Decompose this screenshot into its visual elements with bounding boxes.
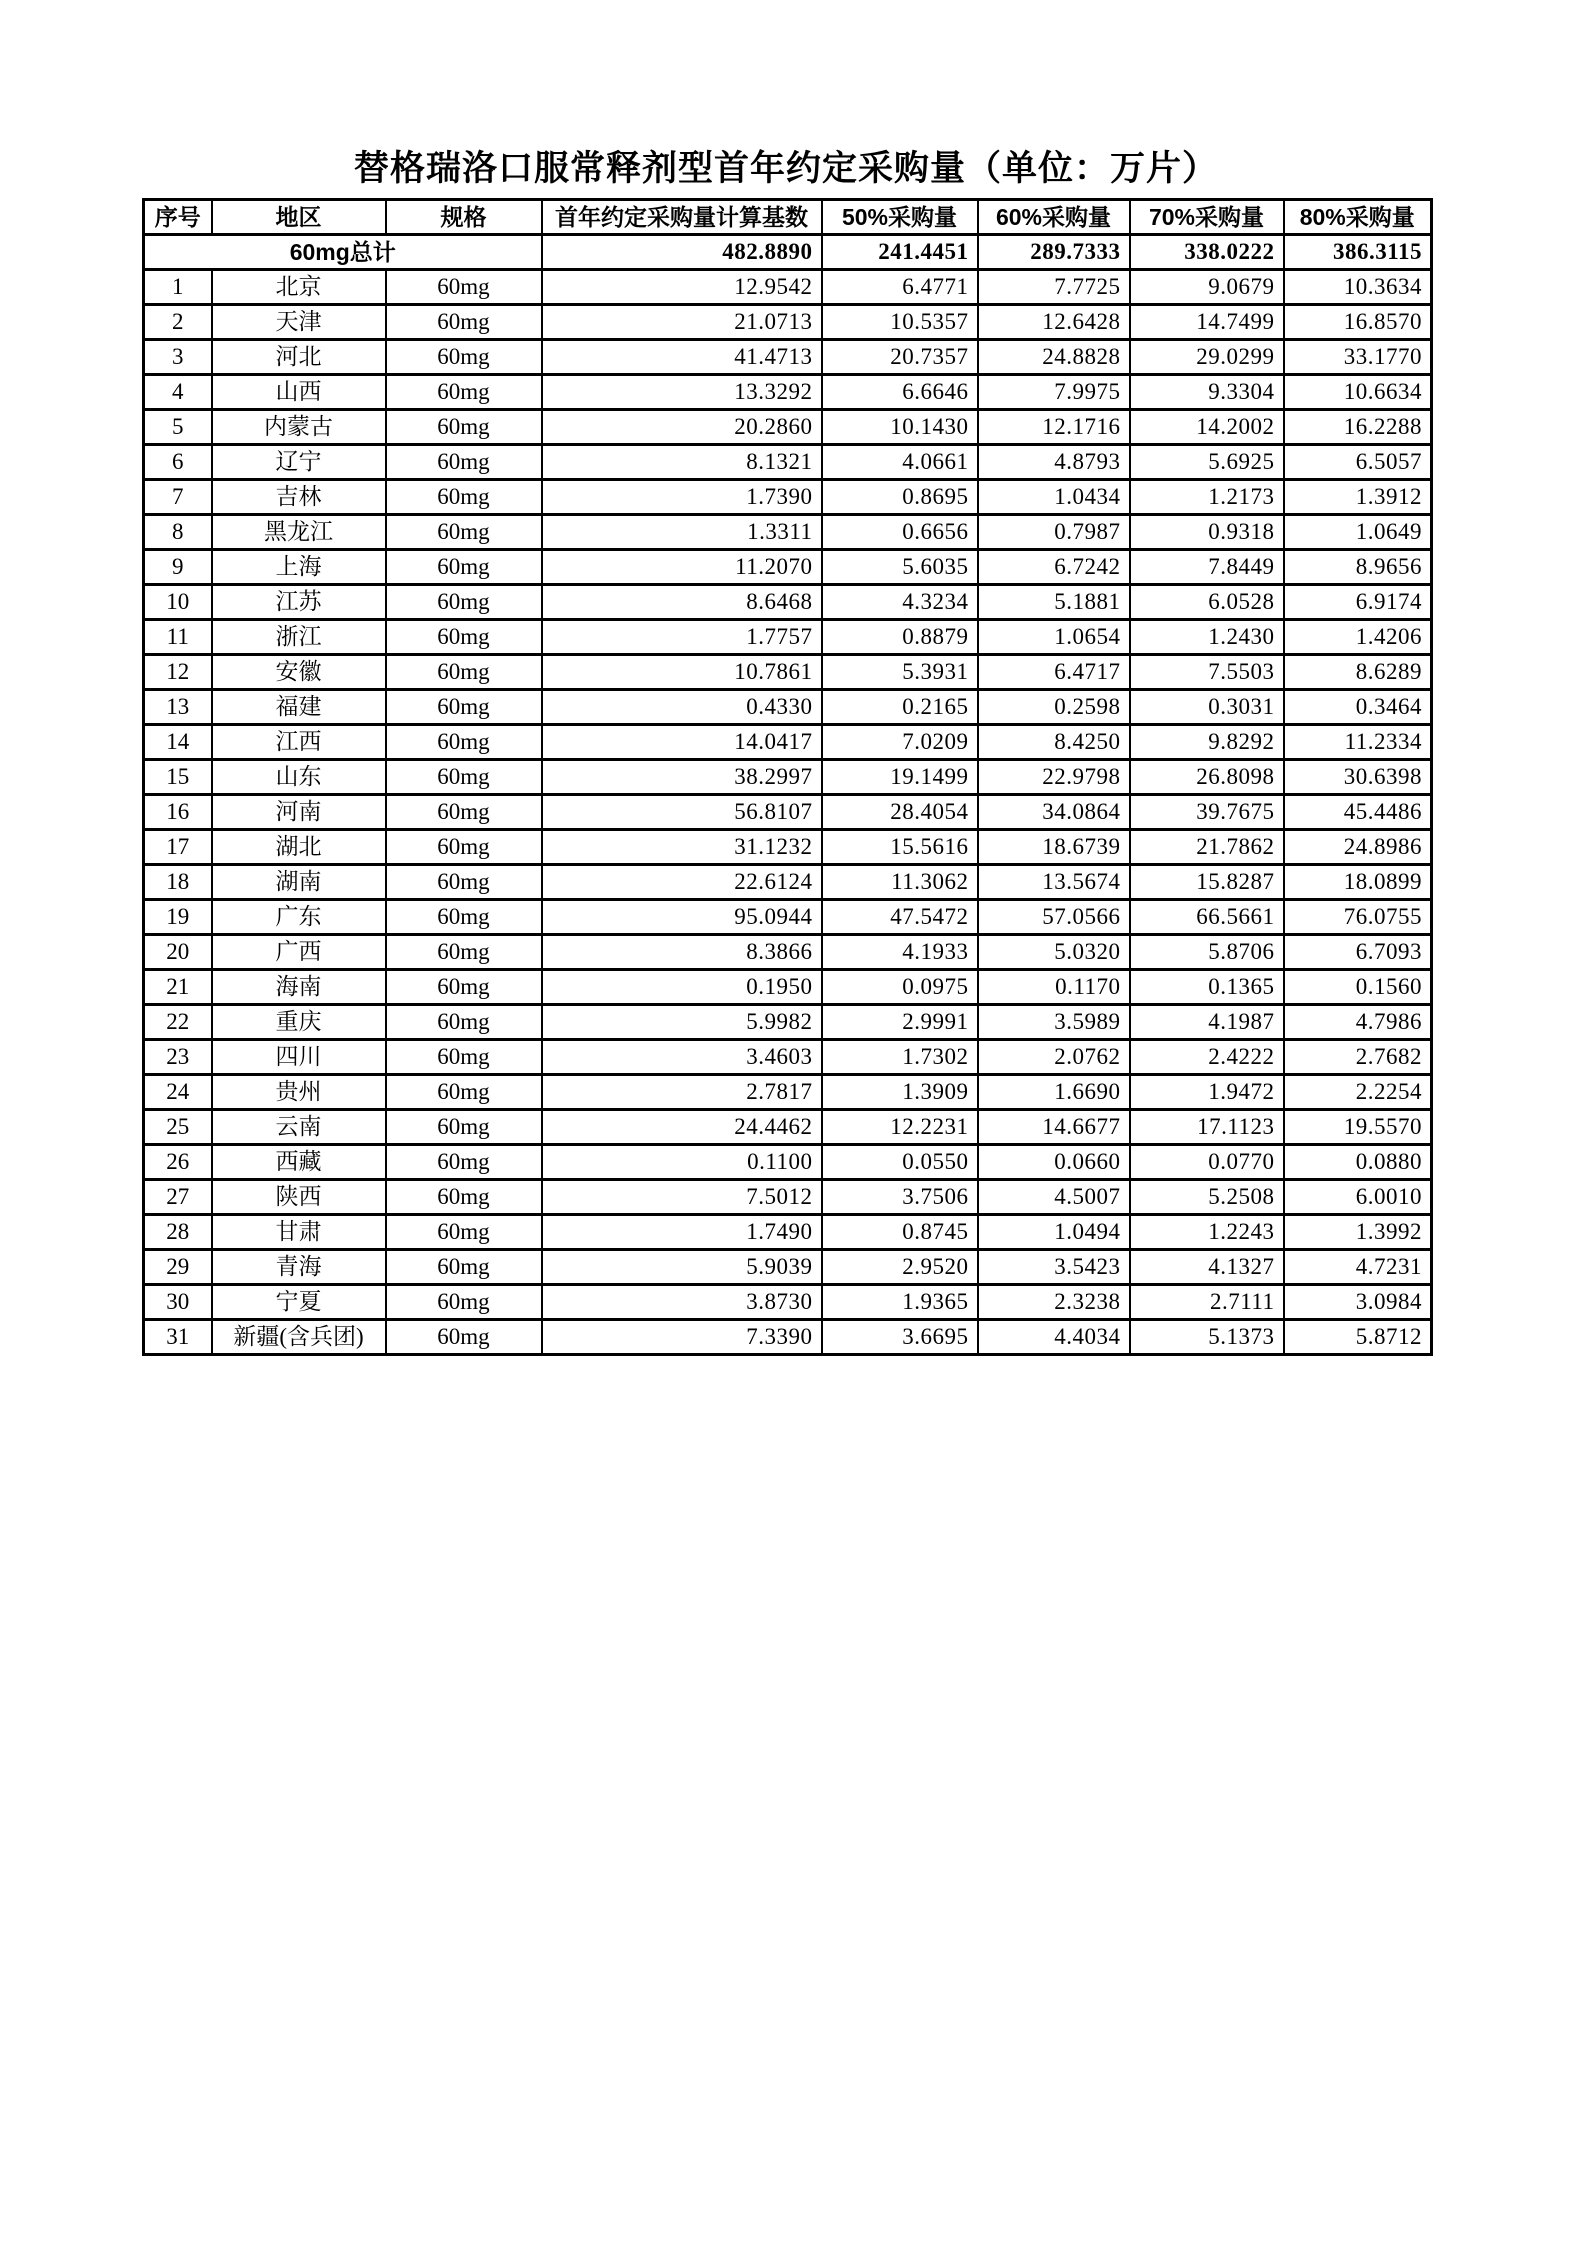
pct80-cell: 8.6289 — [1284, 655, 1432, 690]
pct60-cell: 57.0566 — [978, 900, 1130, 935]
pct50-cell: 1.7302 — [822, 1040, 978, 1075]
region-cell: 山西 — [212, 375, 386, 410]
row-number-cell: 15 — [144, 760, 212, 795]
row-number-cell: 20 — [144, 935, 212, 970]
pct50-cell: 0.2165 — [822, 690, 978, 725]
region-cell: 四川 — [212, 1040, 386, 1075]
row-number-cell: 23 — [144, 1040, 212, 1075]
spec-cell: 60mg — [386, 1145, 542, 1180]
pct60-cell: 8.4250 — [978, 725, 1130, 760]
pct80-cell: 10.6634 — [1284, 375, 1432, 410]
pct50-cell: 10.5357 — [822, 305, 978, 340]
pct70-cell: 0.0770 — [1130, 1145, 1284, 1180]
summary-60pct-cell: 289.7333 — [978, 235, 1130, 270]
pct60-cell: 2.3238 — [978, 1285, 1130, 1320]
pct60-cell: 12.6428 — [978, 305, 1130, 340]
base-quantity-cell: 3.8730 — [542, 1285, 822, 1320]
row-number-cell: 17 — [144, 830, 212, 865]
column-header-spec: 规格 — [386, 200, 542, 235]
pct60-cell: 6.7242 — [978, 550, 1130, 585]
table-row — [144, 305, 1432, 340]
spec-cell: 60mg — [386, 1040, 542, 1075]
pct60-cell: 0.2598 — [978, 690, 1130, 725]
row-number-cell: 10 — [144, 585, 212, 620]
region-cell: 青海 — [212, 1250, 386, 1285]
spec-cell: 60mg — [386, 375, 542, 410]
base-quantity-cell: 2.7817 — [542, 1075, 822, 1110]
region-cell: 辽宁 — [212, 445, 386, 480]
row-number-cell: 11 — [144, 620, 212, 655]
spec-cell: 60mg — [386, 1110, 542, 1145]
pct50-cell: 5.6035 — [822, 550, 978, 585]
spec-cell: 60mg — [386, 900, 542, 935]
pct70-cell: 0.9318 — [1130, 515, 1284, 550]
pct70-cell: 7.8449 — [1130, 550, 1284, 585]
pct50-cell: 5.3931 — [822, 655, 978, 690]
summary-80pct-cell: 386.3115 — [1284, 235, 1432, 270]
base-quantity-cell: 0.4330 — [542, 690, 822, 725]
pct70-cell: 1.2243 — [1130, 1215, 1284, 1250]
spec-cell: 60mg — [386, 1215, 542, 1250]
row-number-cell: 31 — [144, 1320, 212, 1355]
pct60-cell: 4.8793 — [978, 445, 1130, 480]
base-quantity-cell: 95.0944 — [542, 900, 822, 935]
pct60-cell: 4.5007 — [978, 1180, 1130, 1215]
pct60-cell: 24.8828 — [978, 340, 1130, 375]
pct80-cell: 1.4206 — [1284, 620, 1432, 655]
pct80-cell: 0.3464 — [1284, 690, 1432, 725]
pct70-cell: 17.1123 — [1130, 1110, 1284, 1145]
pct80-cell: 11.2334 — [1284, 725, 1432, 760]
table-row — [144, 340, 1432, 375]
pct80-cell: 76.0755 — [1284, 900, 1432, 935]
pct50-cell: 47.5472 — [822, 900, 978, 935]
table-row — [144, 795, 1432, 830]
table-body — [144, 270, 1432, 1355]
pct70-cell: 39.7675 — [1130, 795, 1284, 830]
table-row — [144, 970, 1432, 1005]
table-row — [144, 760, 1432, 795]
pct60-cell: 6.4717 — [978, 655, 1130, 690]
pct60-cell: 7.9975 — [978, 375, 1130, 410]
summary-70pct-cell: 338.0222 — [1130, 235, 1284, 270]
table-row — [144, 620, 1432, 655]
table-row — [144, 515, 1432, 550]
pct80-cell: 16.2288 — [1284, 410, 1432, 445]
pct80-cell: 0.0880 — [1284, 1145, 1432, 1180]
pct80-cell: 4.7986 — [1284, 1005, 1432, 1040]
spec-cell: 60mg — [386, 830, 542, 865]
base-quantity-cell: 1.7757 — [542, 620, 822, 655]
pct70-cell: 5.1373 — [1130, 1320, 1284, 1355]
region-cell: 内蒙古 — [212, 410, 386, 445]
pct60-cell: 34.0864 — [978, 795, 1130, 830]
base-quantity-cell: 12.9542 — [542, 270, 822, 305]
row-number-cell: 18 — [144, 865, 212, 900]
region-cell: 海南 — [212, 970, 386, 1005]
pct80-cell: 33.1770 — [1284, 340, 1432, 375]
pct50-cell: 12.2231 — [822, 1110, 978, 1145]
region-cell: 贵州 — [212, 1075, 386, 1110]
pct50-cell: 11.3062 — [822, 865, 978, 900]
pct50-cell: 28.4054 — [822, 795, 978, 830]
pct50-cell: 0.8879 — [822, 620, 978, 655]
region-cell: 山东 — [212, 760, 386, 795]
pct70-cell: 0.3031 — [1130, 690, 1284, 725]
pct50-cell: 0.0550 — [822, 1145, 978, 1180]
spec-cell: 60mg — [386, 480, 542, 515]
pct50-cell: 4.3234 — [822, 585, 978, 620]
pct80-cell: 2.7682 — [1284, 1040, 1432, 1075]
row-number-cell: 30 — [144, 1285, 212, 1320]
pct70-cell: 0.1365 — [1130, 970, 1284, 1005]
row-number-cell: 28 — [144, 1215, 212, 1250]
spec-cell: 60mg — [386, 445, 542, 480]
pct60-cell: 22.9798 — [978, 760, 1130, 795]
row-number-cell: 2 — [144, 305, 212, 340]
column-header-region: 地区 — [212, 200, 386, 235]
pct60-cell: 3.5989 — [978, 1005, 1130, 1040]
pct50-cell: 10.1430 — [822, 410, 978, 445]
table-row — [144, 1320, 1432, 1355]
table-row — [144, 270, 1432, 305]
pct50-cell: 6.4771 — [822, 270, 978, 305]
row-number-cell: 5 — [144, 410, 212, 445]
base-quantity-cell: 38.2997 — [542, 760, 822, 795]
region-cell: 黑龙江 — [212, 515, 386, 550]
table-row — [144, 655, 1432, 690]
pct70-cell: 29.0299 — [1130, 340, 1284, 375]
pct80-cell: 10.3634 — [1284, 270, 1432, 305]
row-number-cell: 29 — [144, 1250, 212, 1285]
row-number-cell: 4 — [144, 375, 212, 410]
spec-cell: 60mg — [386, 620, 542, 655]
pct60-cell: 3.5423 — [978, 1250, 1130, 1285]
spec-cell: 60mg — [386, 970, 542, 1005]
pct60-cell: 0.1170 — [978, 970, 1130, 1005]
pct60-cell: 0.7987 — [978, 515, 1130, 550]
pct70-cell: 26.8098 — [1130, 760, 1284, 795]
pct60-cell: 12.1716 — [978, 410, 1130, 445]
row-number-cell: 1 — [144, 270, 212, 305]
pct70-cell: 2.7111 — [1130, 1285, 1284, 1320]
base-quantity-cell: 21.0713 — [542, 305, 822, 340]
base-quantity-cell: 8.1321 — [542, 445, 822, 480]
pct70-cell: 15.8287 — [1130, 865, 1284, 900]
region-cell: 吉林 — [212, 480, 386, 515]
pct70-cell: 2.4222 — [1130, 1040, 1284, 1075]
table-row — [144, 445, 1432, 480]
pct70-cell: 5.6925 — [1130, 445, 1284, 480]
region-cell: 湖南 — [212, 865, 386, 900]
table-row — [144, 900, 1432, 935]
row-number-cell: 12 — [144, 655, 212, 690]
pct80-cell: 5.8712 — [1284, 1320, 1432, 1355]
summary-label-cell: 60mg总计 — [144, 235, 542, 270]
base-quantity-cell: 5.9982 — [542, 1005, 822, 1040]
pct70-cell: 6.0528 — [1130, 585, 1284, 620]
base-quantity-cell: 14.0417 — [542, 725, 822, 760]
row-number-cell: 22 — [144, 1005, 212, 1040]
base-quantity-cell: 10.7861 — [542, 655, 822, 690]
pct80-cell: 3.0984 — [1284, 1285, 1432, 1320]
spec-cell: 60mg — [386, 340, 542, 375]
spec-cell: 60mg — [386, 655, 542, 690]
pct50-cell: 1.3909 — [822, 1075, 978, 1110]
pct50-cell: 2.9991 — [822, 1005, 978, 1040]
spec-cell: 60mg — [386, 760, 542, 795]
pct80-cell: 6.7093 — [1284, 935, 1432, 970]
pct80-cell: 1.3992 — [1284, 1215, 1432, 1250]
pct50-cell: 6.6646 — [822, 375, 978, 410]
base-quantity-cell: 11.2070 — [542, 550, 822, 585]
row-number-cell: 6 — [144, 445, 212, 480]
pct80-cell: 24.8986 — [1284, 830, 1432, 865]
row-number-cell: 27 — [144, 1180, 212, 1215]
pct80-cell: 45.4486 — [1284, 795, 1432, 830]
table-row — [144, 550, 1432, 585]
row-number-cell: 7 — [144, 480, 212, 515]
header-row — [144, 200, 1432, 235]
pct60-cell: 18.6739 — [978, 830, 1130, 865]
region-cell: 陕西 — [212, 1180, 386, 1215]
base-quantity-cell: 1.7390 — [542, 480, 822, 515]
spec-cell: 60mg — [386, 725, 542, 760]
base-quantity-cell: 0.1100 — [542, 1145, 822, 1180]
row-number-cell: 13 — [144, 690, 212, 725]
table-row — [144, 830, 1432, 865]
table-row — [144, 935, 1432, 970]
row-number-cell: 24 — [144, 1075, 212, 1110]
pct50-cell: 3.7506 — [822, 1180, 978, 1215]
region-cell: 甘肃 — [212, 1215, 386, 1250]
page-title: 替格瑞洛口服常释剂型首年约定采购量（单位：万片） — [353, 149, 1218, 188]
row-number-cell: 14 — [144, 725, 212, 760]
pct50-cell: 0.6656 — [822, 515, 978, 550]
pct70-cell: 7.5503 — [1130, 655, 1284, 690]
spec-cell: 60mg — [386, 585, 542, 620]
region-cell: 重庆 — [212, 1005, 386, 1040]
column-header-base-quantity: 首年约定采购量计算基数 — [542, 200, 822, 235]
pct70-cell: 5.8706 — [1130, 935, 1284, 970]
table-row — [144, 1180, 1432, 1215]
row-number-cell: 16 — [144, 795, 212, 830]
region-cell: 浙江 — [212, 620, 386, 655]
region-cell: 河北 — [212, 340, 386, 375]
summary-base-quantity-cell: 482.8890 — [542, 235, 822, 270]
pct80-cell: 16.8570 — [1284, 305, 1432, 340]
spec-cell: 60mg — [386, 1075, 542, 1110]
pct70-cell: 4.1327 — [1130, 1250, 1284, 1285]
pct80-cell: 2.2254 — [1284, 1075, 1432, 1110]
base-quantity-cell: 0.1950 — [542, 970, 822, 1005]
base-quantity-cell: 20.2860 — [542, 410, 822, 445]
table-row — [144, 1075, 1432, 1110]
spec-cell: 60mg — [386, 1180, 542, 1215]
pct60-cell: 5.1881 — [978, 585, 1130, 620]
pct60-cell: 4.4034 — [978, 1320, 1130, 1355]
summary-row — [144, 235, 1432, 270]
pct50-cell: 0.8695 — [822, 480, 978, 515]
pct70-cell: 9.0679 — [1130, 270, 1284, 305]
table-row — [144, 375, 1432, 410]
table-row — [144, 585, 1432, 620]
region-cell: 宁夏 — [212, 1285, 386, 1320]
region-cell: 福建 — [212, 690, 386, 725]
pct60-cell: 1.6690 — [978, 1075, 1130, 1110]
pct80-cell: 1.3912 — [1284, 480, 1432, 515]
summary-50pct-cell: 241.4451 — [822, 235, 978, 270]
base-quantity-cell: 22.6124 — [542, 865, 822, 900]
base-quantity-cell: 1.3311 — [542, 515, 822, 550]
pct70-cell: 9.8292 — [1130, 725, 1284, 760]
base-quantity-cell: 5.9039 — [542, 1250, 822, 1285]
spec-cell: 60mg — [386, 795, 542, 830]
row-number-cell: 26 — [144, 1145, 212, 1180]
pct70-cell: 21.7862 — [1130, 830, 1284, 865]
pct80-cell: 6.9174 — [1284, 585, 1432, 620]
spec-cell: 60mg — [386, 935, 542, 970]
spec-cell: 60mg — [386, 1320, 542, 1355]
table-row — [144, 1145, 1432, 1180]
spec-cell: 60mg — [386, 1285, 542, 1320]
spec-cell: 60mg — [386, 690, 542, 725]
row-number-cell: 21 — [144, 970, 212, 1005]
pct50-cell: 15.5616 — [822, 830, 978, 865]
pct80-cell: 8.9656 — [1284, 550, 1432, 585]
region-cell: 上海 — [212, 550, 386, 585]
pct80-cell: 30.6398 — [1284, 760, 1432, 795]
pct60-cell: 1.0494 — [978, 1215, 1130, 1250]
spec-cell: 60mg — [386, 410, 542, 445]
column-header-70pct: 70%采购量 — [1130, 200, 1284, 235]
pct60-cell: 14.6677 — [978, 1110, 1130, 1145]
spec-cell: 60mg — [386, 1005, 542, 1040]
table-row — [144, 1040, 1432, 1075]
table-row — [144, 1215, 1432, 1250]
pct60-cell: 1.0434 — [978, 480, 1130, 515]
pct80-cell: 6.5057 — [1284, 445, 1432, 480]
region-cell: 北京 — [212, 270, 386, 305]
spec-cell: 60mg — [386, 865, 542, 900]
pct80-cell: 1.0649 — [1284, 515, 1432, 550]
spec-cell: 60mg — [386, 515, 542, 550]
pct60-cell: 2.0762 — [978, 1040, 1130, 1075]
pct50-cell: 4.0661 — [822, 445, 978, 480]
region-cell: 云南 — [212, 1110, 386, 1145]
column-header-80pct: 80%采购量 — [1284, 200, 1432, 235]
pct70-cell: 9.3304 — [1130, 375, 1284, 410]
pct50-cell: 0.0975 — [822, 970, 978, 1005]
table-row — [144, 1250, 1432, 1285]
pct70-cell: 14.2002 — [1130, 410, 1284, 445]
table-row — [144, 690, 1432, 725]
region-cell: 湖北 — [212, 830, 386, 865]
column-header-50pct: 50%采购量 — [822, 200, 978, 235]
base-quantity-cell: 8.3866 — [542, 935, 822, 970]
table-row — [144, 480, 1432, 515]
region-cell: 江苏 — [212, 585, 386, 620]
table-row — [144, 725, 1432, 760]
row-number-cell: 3 — [144, 340, 212, 375]
column-header-serial: 序号 — [144, 200, 212, 235]
pct70-cell: 1.2173 — [1130, 480, 1284, 515]
pct60-cell: 13.5674 — [978, 865, 1130, 900]
pct50-cell: 1.9365 — [822, 1285, 978, 1320]
pct80-cell: 0.1560 — [1284, 970, 1432, 1005]
pct60-cell: 5.0320 — [978, 935, 1130, 970]
pct50-cell: 7.0209 — [822, 725, 978, 760]
region-cell: 江西 — [212, 725, 386, 760]
region-cell: 广东 — [212, 900, 386, 935]
spec-cell: 60mg — [386, 1250, 542, 1285]
region-cell: 安徽 — [212, 655, 386, 690]
row-number-cell: 8 — [144, 515, 212, 550]
table-row — [144, 865, 1432, 900]
pct70-cell: 1.9472 — [1130, 1075, 1284, 1110]
procurement-table — [142, 198, 1433, 1356]
region-cell: 广西 — [212, 935, 386, 970]
row-number-cell: 19 — [144, 900, 212, 935]
pct70-cell: 4.1987 — [1130, 1005, 1284, 1040]
region-cell: 河南 — [212, 795, 386, 830]
spec-cell: 60mg — [386, 305, 542, 340]
row-number-cell: 9 — [144, 550, 212, 585]
region-cell: 西藏 — [212, 1145, 386, 1180]
pct50-cell: 3.6695 — [822, 1320, 978, 1355]
base-quantity-cell: 24.4462 — [542, 1110, 822, 1145]
base-quantity-cell: 3.4603 — [542, 1040, 822, 1075]
table-row — [144, 410, 1432, 445]
pct60-cell: 0.0660 — [978, 1145, 1130, 1180]
base-quantity-cell: 8.6468 — [542, 585, 822, 620]
base-quantity-cell: 56.8107 — [542, 795, 822, 830]
row-number-cell: 25 — [144, 1110, 212, 1145]
pct80-cell: 19.5570 — [1284, 1110, 1432, 1145]
pct80-cell: 18.0899 — [1284, 865, 1432, 900]
base-quantity-cell: 31.1232 — [542, 830, 822, 865]
base-quantity-cell: 7.5012 — [542, 1180, 822, 1215]
base-quantity-cell: 41.4713 — [542, 340, 822, 375]
base-quantity-cell: 13.3292 — [542, 375, 822, 410]
pct50-cell: 19.1499 — [822, 760, 978, 795]
pct70-cell: 66.5661 — [1130, 900, 1284, 935]
table-row — [144, 1005, 1432, 1040]
pct60-cell: 7.7725 — [978, 270, 1130, 305]
region-cell: 新疆(含兵团) — [212, 1320, 386, 1355]
pct50-cell: 20.7357 — [822, 340, 978, 375]
pct80-cell: 4.7231 — [1284, 1250, 1432, 1285]
pct50-cell: 2.9520 — [822, 1250, 978, 1285]
pct50-cell: 0.8745 — [822, 1215, 978, 1250]
pct70-cell: 5.2508 — [1130, 1180, 1284, 1215]
spec-cell: 60mg — [386, 550, 542, 585]
base-quantity-cell: 7.3390 — [542, 1320, 822, 1355]
region-cell: 天津 — [212, 305, 386, 340]
column-header-60pct: 60%采购量 — [978, 200, 1130, 235]
pct50-cell: 4.1933 — [822, 935, 978, 970]
pct60-cell: 1.0654 — [978, 620, 1130, 655]
pct80-cell: 6.0010 — [1284, 1180, 1432, 1215]
table-row — [144, 1285, 1432, 1320]
base-quantity-cell: 1.7490 — [542, 1215, 822, 1250]
pct70-cell: 1.2430 — [1130, 620, 1284, 655]
table-row — [144, 1110, 1432, 1145]
spec-cell: 60mg — [386, 270, 542, 305]
pct70-cell: 14.7499 — [1130, 305, 1284, 340]
